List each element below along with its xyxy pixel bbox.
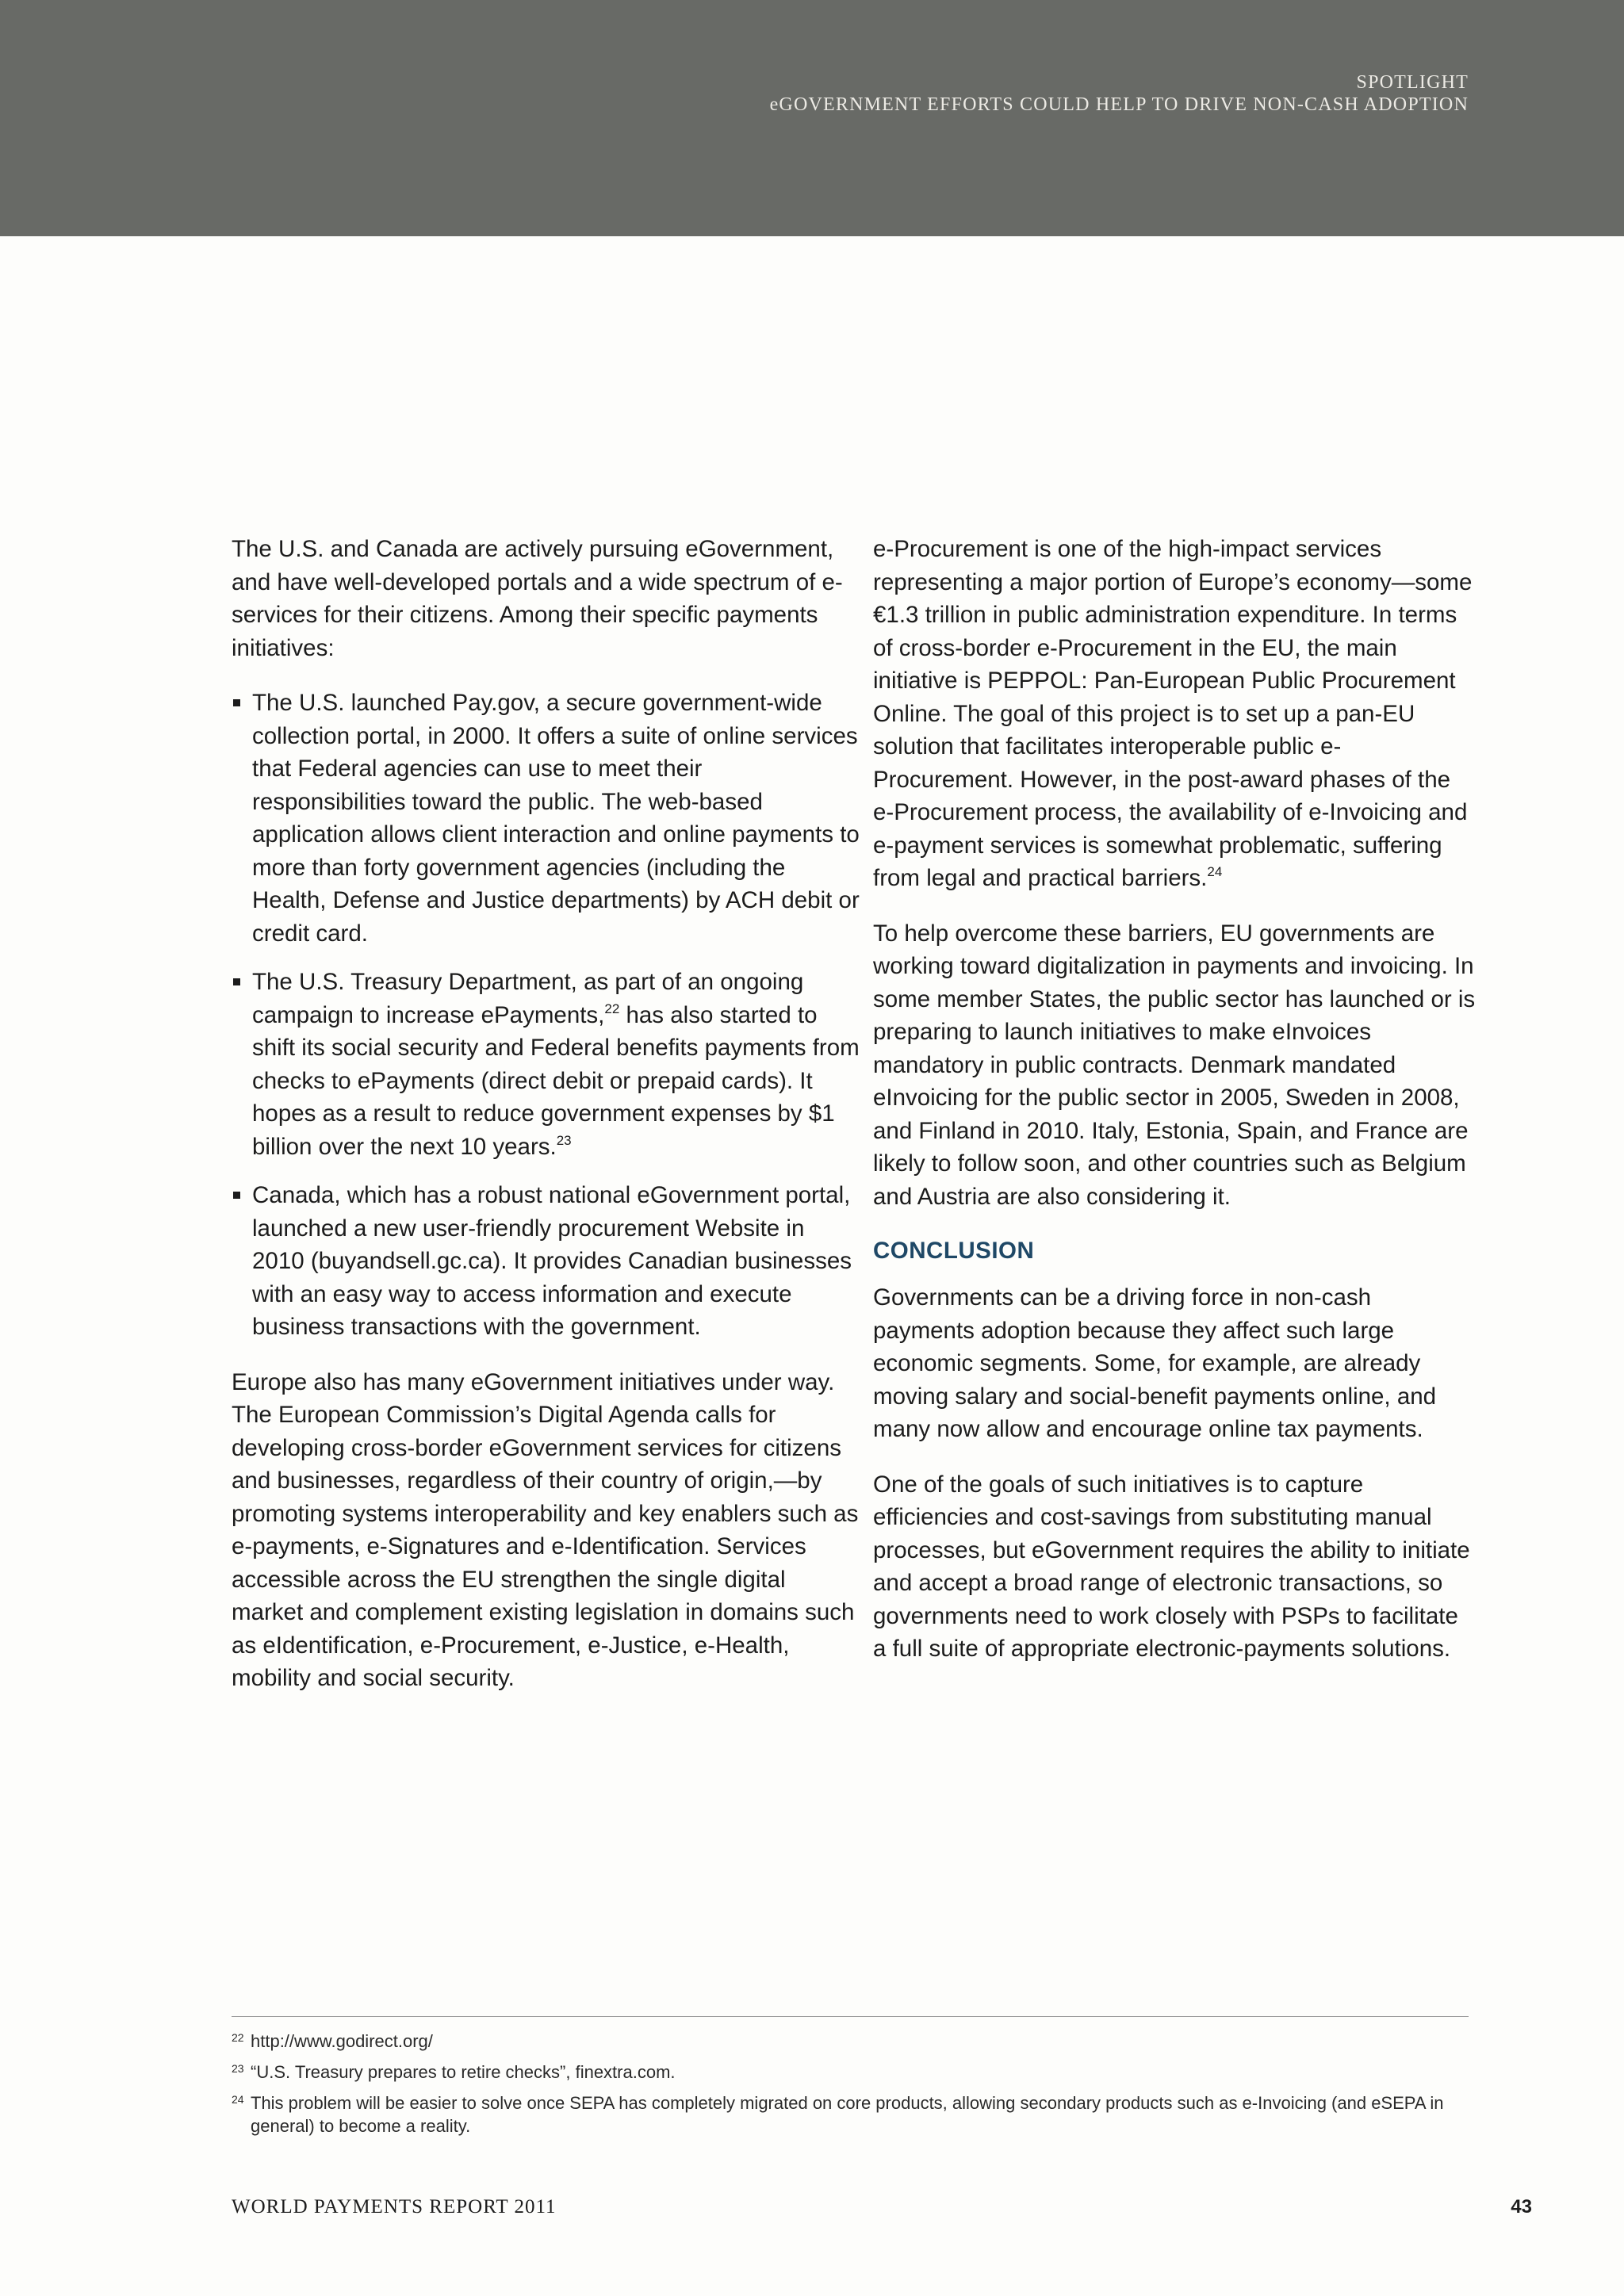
footnote-number: 23 — [232, 2062, 244, 2075]
list-item — [232, 966, 860, 1163]
conclusion-paragraph-2: One of the goals of such initiatives is to capture efficiencies and cost-savings from substituting manual processes, but eGovernment requires the ability to initiate and accept a broad range of electronic transactions, so governments need to work closely with PSPs to facilitate a full suite of appropriate electronic-payments solutions. — [873, 1471, 1470, 1662]
procurement-text: e-Procurement is one of the high-impact services representing a major portion of Europe’s economy—some €1.3 trillion in public administration expenditure. In terms of cross-border e-Procurement in the EU, the main initiative is PEPPOL: Pan-European Public Procurement Online. The goal of this project is to set up a pan-EU solution that facilitates interoperable public e-Procurement. However, in the post-award phases of the e-Procurement process, the availability of e-Invoicing and e-payment services is somewhat problematic, suffering from legal and practical barriers. — [873, 536, 1473, 891]
bullet-text: The U.S. Treasury Department, as part of an ongoing campaign to increase ePayments, — [252, 969, 804, 1028]
bullet-text: has also started to shift its social security and Federal benefits payments from checks to ePayments (direct debit or prepaid cards). It hopes as a result to reduce government expenses by $1 billion over the next 10 years. — [252, 1001, 860, 1160]
initiatives-list — [232, 687, 860, 1344]
list-item — [232, 687, 860, 950]
footnote-ref: 23 — [556, 1132, 572, 1148]
header-band — [0, 0, 1624, 236]
bullet-text: Canada, which has a robust national eGovernment portal, launched a new user-friendly procurement Website in 2010 (buyandsell.gc.ca). It provides Canadian businesses with an easy way to access information and execute business transactions with the government. — [252, 1182, 852, 1340]
list-item — [232, 1179, 860, 1344]
footnote-number: 22 — [232, 2031, 244, 2044]
header-section-label: SPOTLIGHT — [1356, 72, 1469, 93]
publication-title: WORLD PAYMENTS REPORT 2011 — [232, 2196, 557, 2218]
footnote-text: This problem will be easier to solve once SEPA has completely migrated on core products, allowing secondary products such as e-Invoicing (and eSEPA in general) to become a reality. — [251, 2093, 1444, 2136]
footnote-23 — [232, 2061, 1469, 2084]
conclusion-heading: CONCLUSION — [873, 1238, 1035, 1264]
page-number: 43 — [1511, 2196, 1532, 2218]
footnote-divider — [232, 2016, 1469, 2017]
footnote-text: “U.S. Treasury prepares to retire checks”, finextra.com. — [251, 2062, 676, 2082]
footnotes — [232, 2030, 1469, 2145]
left-column — [232, 533, 860, 1717]
procurement-paragraph — [873, 533, 1476, 895]
footnote-24 — [232, 2091, 1469, 2137]
intro-paragraph: The U.S. and Canada are actively pursuing eGovernment, and have well-developed portals and a wide spectrum of e-services for their citizens. Among their specific payments initiatives: — [232, 536, 843, 661]
footnote-ref: 24 — [1207, 864, 1223, 879]
footnote-text[interactable]: http://www.godirect.org/ — [251, 2031, 433, 2051]
right-column — [873, 533, 1476, 1688]
footnote-number: 24 — [232, 2093, 244, 2106]
footnote-22 — [232, 2030, 1469, 2053]
barriers-paragraph: To help overcome these barriers, EU governments are working toward digitalization in payments and invoicing. In some member States, the public sector has launched or is preparing to launch initiatives to make eInvoices mandatory in public contracts. Denmark mandated eInvoicing for the public sector in 2005, Sweden in 2008, and Finland in 2010. Italy, Estonia, Spain, and France are likely to follow soon, and other countries such as Belgium and Austria are also considering it. — [873, 920, 1476, 1210]
bullet-text: The U.S. launched Pay.gov, a secure government-wide collection portal, in 2000. It offers a suite of online services that Federal agencies can use to meet their responsibilities toward the public. The web-based application allows client interaction and online payments to more than forty government agencies (including the Health, Defense and Justice departments) by ACH debit or credit card. — [252, 690, 860, 947]
conclusion-paragraph-1: Governments can be a driving force in non-cash payments adoption because they affect such large economic segments. Some, for example, are already moving salary and social-benefit payments online, and many now allow and encourage online tax payments. — [873, 1284, 1437, 1442]
header-subtitle: eGOVERNMENT EFFORTS COULD HELP TO DRIVE NON-CASH ADOPTION — [769, 94, 1469, 115]
footnote-ref: 22 — [604, 1001, 620, 1016]
europe-paragraph: Europe also has many eGovernment initiatives under way. The European Commission’s Digital Agenda calls for developing cross-border eGovernment services for citizens and businesses, regardless of their country of origin,—by promoting systems interoperability and key enablers such as e-payments, e-Signatures and e-Identification. Services accessible across the EU strengthen the single digital market and complement existing legislation in domains such as eIdentification, e-Procurement, e-Justice, e-Health, mobility and social security. — [232, 1368, 859, 1691]
running-header — [770, 71, 1469, 116]
